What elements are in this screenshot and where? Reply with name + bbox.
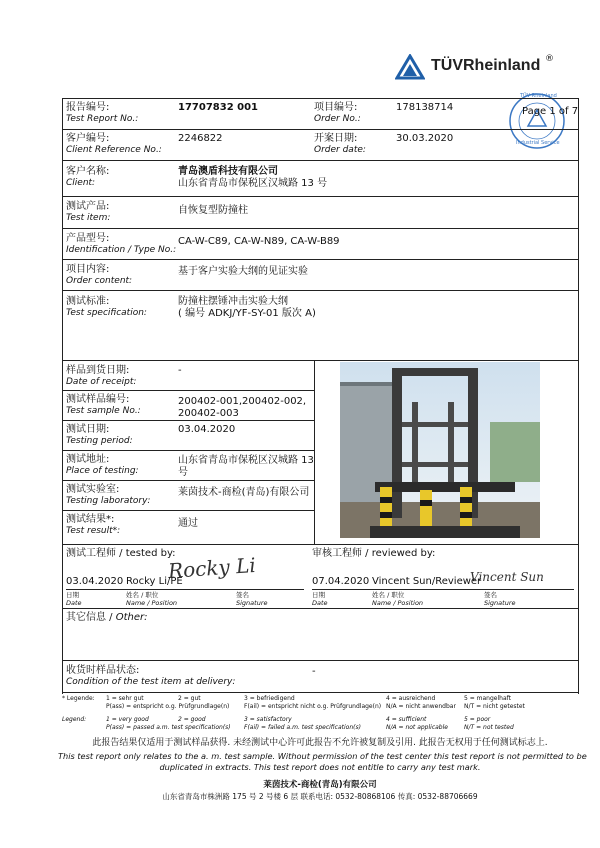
result-label-en: Test result*:	[66, 526, 121, 536]
brand-name: TÜVRheinland	[431, 57, 541, 74]
reviewer-name: Vincent Sun/Reviewer	[372, 576, 482, 587]
test-setup-photo	[340, 362, 540, 538]
signature-underline-right	[312, 589, 574, 590]
legend-en-c4b: N/A = not applicable	[386, 724, 448, 731]
legend-en-c3b: F(ail) = failed a.m. test specification(s)	[244, 724, 361, 731]
order-date-value: 30.03.2020	[396, 133, 454, 144]
divider-16	[62, 692, 578, 693]
reviewed-by-label: 审核工程师 / reviewed by:	[312, 548, 436, 559]
type-no-label-en: Identification / Type No.:	[66, 245, 177, 255]
test-item-value: 自恢复型防撞柱	[178, 205, 248, 216]
reviewer-date: 07.04.2020	[312, 576, 370, 587]
client-name-value: 青岛澳盾科技有限公司	[178, 166, 278, 177]
reviewer-signature: Vincent Sun	[470, 570, 544, 584]
lab-label-en: Testing laboratory:	[66, 496, 151, 506]
place-value-2: 号	[178, 467, 188, 478]
sample-no-label-en: Test sample No.:	[66, 406, 141, 416]
divider-2	[62, 160, 578, 161]
order-date-label-cn: 开案日期:	[314, 133, 358, 144]
client-ref-label-cn: 客户编号:	[66, 133, 110, 144]
divider-4	[62, 228, 578, 229]
photo-divider	[314, 360, 315, 544]
test-item-label-en: Test item:	[66, 213, 111, 223]
divider-9	[62, 420, 314, 421]
disclaimer-en-2: duplicated in extracts. This test report does not entitle to carry any test mark.	[159, 762, 481, 772]
legend-en-c5a: 5 = poor	[464, 716, 491, 723]
divider-10	[62, 450, 314, 451]
testing-period-label-en: Testing period:	[66, 436, 133, 446]
legend-de-c1a: 1 = sehr gut	[106, 695, 144, 702]
order-no-label-cn: 项目编号:	[314, 102, 358, 113]
testing-period-label-cn: 测试日期:	[66, 424, 110, 435]
legend-en-c1b: P(ass) = passed a.m. test specification(s)	[106, 724, 231, 731]
legend-en-c2a: 2 = good	[178, 716, 206, 723]
tuv-stamp	[508, 92, 566, 150]
tester-date: 03.04.2020	[66, 576, 124, 587]
order-no-value: 178138714	[396, 102, 454, 113]
frame-top	[62, 98, 578, 99]
stamp-bottom-text: Industrial Service	[516, 140, 560, 146]
client-address-value: 山东省青岛市保税区汉城路 13 号	[178, 178, 328, 189]
sign-caption-cn-right: 签名	[484, 591, 497, 599]
sample-no-value-2: 200402-003	[178, 408, 239, 419]
report-no-value: 17707832 001	[178, 102, 259, 113]
date-caption-cn-right: 日期	[312, 591, 325, 599]
divider-15	[62, 660, 578, 661]
legend-de-c2a: 2 = gut	[178, 695, 201, 702]
sample-no-label-cn: 测试样品编号:	[66, 394, 130, 405]
footer-company: 莱茵技术-商检(青岛)有限公司	[263, 780, 377, 790]
legend-de-c5a: 5 = mangelhaft	[464, 695, 511, 702]
test-item-label-cn: 测试产品:	[66, 201, 110, 212]
divider-11	[62, 480, 314, 481]
place-label-cn: 测试地址:	[66, 454, 110, 465]
tester-name: Rocky Li/PE	[126, 576, 183, 587]
frame-left	[62, 98, 63, 694]
order-content-value: 基于客户实验大纲的见证实验	[178, 266, 308, 277]
frame-right	[578, 98, 579, 694]
receipt-value: -	[178, 365, 182, 376]
date-caption-cn-left: 日期	[66, 591, 79, 599]
client-label-cn: 客户名称:	[66, 166, 110, 177]
name-caption-en-left: Name / Position	[126, 599, 178, 607]
divider-3	[62, 196, 578, 197]
name-caption-cn-left: 姓名 / 职位	[126, 591, 159, 599]
client-label-en: Client:	[66, 178, 96, 188]
tester-signature: Rocky Li	[167, 552, 257, 584]
sign-caption-en-right: Signature	[484, 599, 516, 607]
order-content-label-cn: 项目内容:	[66, 264, 110, 275]
receipt-label-cn: 样品到货日期:	[66, 365, 130, 376]
other-label-cn: 其它信息 /	[66, 612, 113, 623]
tuv-triangle-icon	[395, 54, 425, 80]
sign-caption-cn-left: 签名	[236, 591, 249, 599]
divider-12	[62, 510, 314, 511]
legend-de-c4a: 4 = ausreichend	[386, 695, 436, 702]
page-number: Page 1 of 7	[522, 106, 579, 117]
divider-5	[62, 259, 578, 260]
other-label	[66, 612, 148, 624]
signature-underline-left	[66, 589, 304, 590]
date-caption-en-right: Date	[312, 599, 328, 607]
divider-1	[62, 129, 578, 130]
name-caption-en-right: Name / Position	[372, 599, 424, 607]
test-spec-label-en: Test specification:	[66, 308, 147, 318]
report-no-label-en: Test Report No.:	[66, 114, 139, 124]
tested-by-label: 测试工程师 / tested by:	[66, 548, 176, 559]
place-value-1: 山东省青岛市保税区汉城路 13	[178, 455, 314, 466]
client-ref-value: 2246822	[178, 133, 223, 144]
name-caption-cn-right: 姓名 / 职位	[372, 591, 405, 599]
report-no-label-cn: 报告编号:	[66, 102, 110, 113]
stamp-top-text: TÜV Rheinland	[520, 93, 557, 99]
other-label-en: Other:	[115, 612, 148, 623]
legend-de-c3a: 3 = befriedigend	[244, 695, 295, 702]
result-label-cn: 测试结果*:	[66, 514, 115, 525]
divider-14	[62, 608, 578, 609]
disclaimer-cn: 此报告结果仅适用于测试样品获得. 未经测试中心许可此报告不允许被复制及引用. 此报告无权用于任何测试标志上.	[92, 738, 548, 748]
disclaimer-en-1: This test report only relates to the a. m. test sample. Without permission of the test center this test report is not permitted to be	[58, 751, 587, 761]
receipt-label-en: Date of receipt:	[66, 377, 137, 387]
brand-logo	[395, 52, 555, 82]
condition-value: -	[312, 666, 316, 677]
legend-de-c4b: N/A = nicht anwendbar	[386, 703, 456, 710]
legend-en-c5b: N/T = not tested	[464, 724, 514, 731]
legend-de-c1b: P(ass) = entspricht o.g. Prüfgrundlage(n)	[106, 703, 230, 710]
order-date-label-en: Order date:	[314, 145, 366, 155]
legend-de-label: * Legende:	[62, 695, 95, 702]
condition-label-en: Condition of the test item at delivery:	[66, 677, 236, 687]
order-no-label-en: Order No.:	[314, 114, 361, 124]
test-spec-value-2: ( 编号 ADKJ/YF-SY-01 版次 A)	[178, 308, 316, 319]
divider-6	[62, 290, 578, 291]
sign-caption-en-left: Signature	[236, 599, 268, 607]
divider-8	[62, 390, 314, 391]
legend-de-c3b: F(ail) = entspricht nicht o.g. Prüfgrundlage(n)	[244, 703, 382, 710]
test-spec-label-cn: 测试标准:	[66, 296, 110, 307]
legend-de-c5b: N/T = nicht getestet	[464, 703, 525, 710]
client-ref-label-en: Client Reference No.:	[66, 145, 162, 155]
divider-7	[62, 360, 578, 361]
sample-no-value-1: 200402-001,200402-002,	[178, 396, 307, 407]
test-spec-value-1: 防撞柱摆锤冲击实验大纲	[178, 296, 288, 307]
type-no-label-cn: 产品型号:	[66, 233, 110, 244]
footer-address: 山东省青岛市株洲路 175 号 2 号楼 6 层 联系电话: 0532-80868106 传真: 0532-88706669	[162, 792, 478, 801]
lab-value: 莱茵技术-商检(青岛)有限公司	[178, 487, 310, 498]
result-value: 通过	[178, 518, 198, 529]
testing-period-value: 03.04.2020	[178, 424, 236, 435]
legend-en-c4a: 4 = sufficient	[386, 716, 427, 723]
condition-label-cn: 收货时样品状态:	[66, 665, 140, 676]
registered-mark: ®	[545, 54, 554, 64]
divider-13	[62, 544, 578, 545]
legend-en-c3a: 3 = satisfactory	[244, 716, 292, 723]
type-no-value: CA-W-C89, CA-W-N89, CA-W-B89	[178, 236, 340, 247]
legend-en-label: Legend:	[62, 716, 87, 723]
place-label-en: Place of testing:	[66, 466, 139, 476]
lab-label-cn: 测试实验室:	[66, 484, 120, 495]
date-caption-en-left: Date	[66, 599, 82, 607]
order-content-label-en: Order content:	[66, 276, 133, 286]
legend-en-c1a: 1 = very good	[106, 716, 149, 723]
